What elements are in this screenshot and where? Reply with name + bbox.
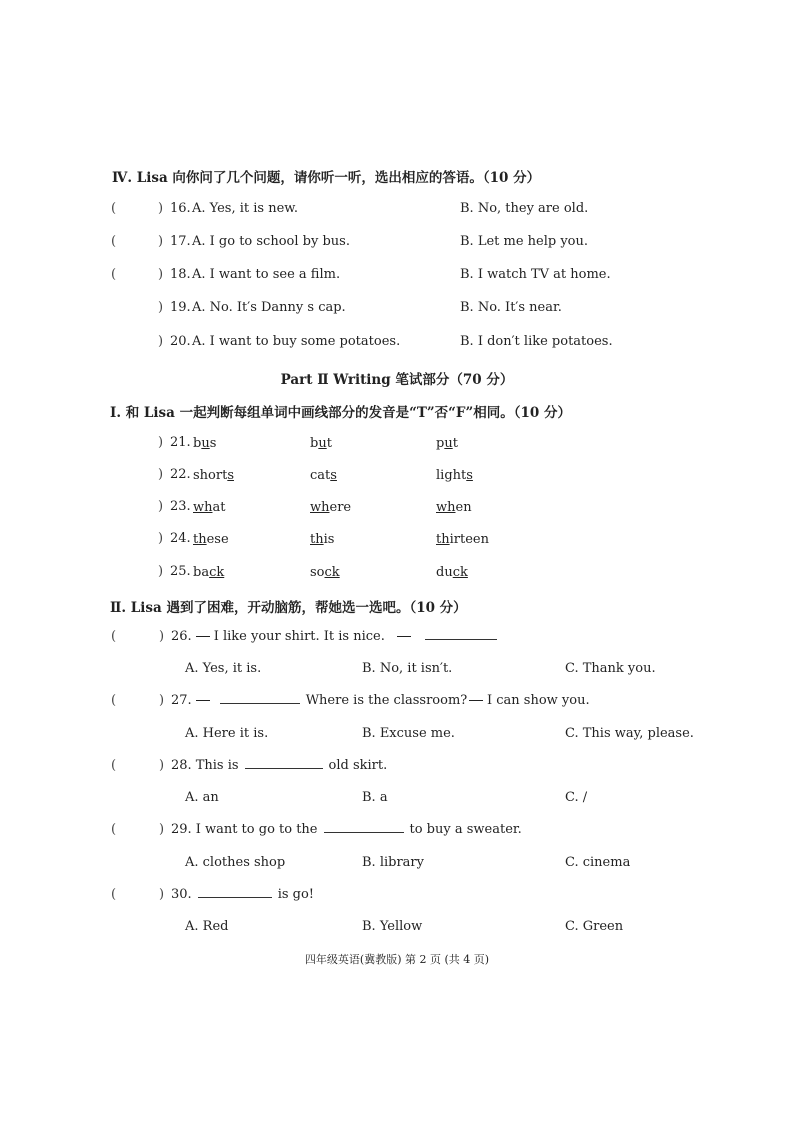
answer-paren-close[interactable]: ) [158, 499, 164, 514]
option-c: C. / [565, 790, 588, 805]
question-number: 24. [170, 531, 191, 546]
option-a: A. Here it is. [185, 726, 269, 741]
underlined-letters: ck [324, 565, 340, 580]
option-a: A. I want to buy some potatoes. [192, 334, 401, 349]
word [193, 565, 224, 580]
option-a: A. Yes, it is new. [192, 201, 298, 216]
word-suffix: en [455, 500, 472, 515]
word [193, 532, 229, 547]
word-prefix: ba [193, 565, 210, 580]
question-number: 20. [170, 334, 191, 349]
question-number: 17. [170, 234, 191, 249]
underlined-letters: wh [193, 500, 213, 515]
option-a: A. I go to school by bus. [192, 234, 350, 249]
question-text: I like your shirt. It is nice. [213, 629, 385, 644]
section-4-title: Ⅳ. Lisa 向你问了几个问题，请你听一听，选出相应的答语。（10 分） [112, 170, 541, 186]
answer-paren-close[interactable]: ) [158, 267, 164, 282]
answer-paren-open: ( [111, 693, 117, 708]
option-b: B. library [362, 855, 424, 870]
word [310, 500, 351, 515]
question-number: 26. [171, 629, 192, 644]
option-a: A. clothes shop [185, 855, 286, 870]
question-number: 22. [170, 467, 191, 482]
word-prefix: p [436, 436, 445, 451]
word-prefix: cat [310, 468, 331, 483]
underlined-letters: th [310, 532, 324, 547]
question-text: This is [195, 758, 239, 773]
question-number: 25. [170, 564, 191, 579]
word [193, 468, 234, 483]
option-b: B. Yellow [362, 919, 423, 934]
part-2-title: Part Ⅱ Writing 笔试部分（70 分） [280, 372, 514, 388]
question-number: 16. [170, 201, 191, 216]
underlined-letters: ck [452, 565, 468, 580]
option-a: A. I want to see a film. [192, 267, 341, 282]
answer-blank[interactable] [220, 693, 300, 704]
word [436, 500, 472, 515]
question-text-2: to buy a sweater. [409, 822, 522, 837]
word-prefix: du [436, 565, 453, 580]
word-suffix: is [323, 532, 335, 547]
question-number: 18. [170, 267, 191, 282]
question-number: 27. [171, 693, 192, 708]
answer-paren-open: ( [111, 887, 117, 902]
answer-paren-close[interactable]: ) [158, 234, 164, 249]
question-line [171, 887, 314, 902]
word-prefix: b [193, 436, 202, 451]
word-suffix: t [326, 436, 332, 451]
answer-blank[interactable] [245, 758, 323, 769]
answer-paren-close[interactable]: ) [159, 822, 165, 837]
answer-blank[interactable] [198, 887, 272, 898]
section-w1-title: Ⅰ. 和 Lisa 一起判断每组单词中画线部分的发音是“T”否“F”相同。（10 分） [110, 405, 572, 421]
answer-paren-close[interactable]: ) [158, 300, 164, 315]
answer-paren-open: ( [111, 822, 117, 837]
question-number: 23. [170, 499, 191, 514]
word [310, 468, 337, 483]
option-b: B. I don′t like potatoes. [460, 334, 613, 349]
underlined-letters: th [193, 532, 207, 547]
question-text: I want to go to the [195, 822, 318, 837]
dialogue-dash [397, 636, 411, 637]
answer-paren-close[interactable]: ) [158, 531, 164, 546]
option-b: B. a [362, 790, 388, 805]
answer-paren-close[interactable]: ) [158, 467, 164, 482]
option-b: B. No, they are old. [460, 201, 589, 216]
answer-blank[interactable] [324, 822, 404, 833]
dialogue-dash [196, 636, 210, 637]
option-a: A. Red [185, 919, 229, 934]
reply-line [397, 629, 497, 644]
underlined-letters: u [444, 436, 453, 451]
underlined-letters: wh [310, 500, 330, 515]
word-suffix: ere [329, 500, 352, 515]
answer-paren-open: ( [111, 234, 117, 249]
answer-paren-close[interactable]: ) [159, 693, 165, 708]
question-number: 21. [170, 435, 191, 450]
word-suffix: ese [206, 532, 229, 547]
word-suffix: at [212, 500, 226, 515]
answer-paren-close[interactable]: ) [158, 334, 164, 349]
option-c: C. cinema [565, 855, 631, 870]
word [193, 500, 225, 515]
option-b: B. Excuse me. [362, 726, 455, 741]
option-b: B. I watch TV at home. [460, 267, 611, 282]
answer-paren-close[interactable]: ) [158, 564, 164, 579]
option-c: C. Green [565, 919, 624, 934]
word [436, 436, 458, 451]
answer-paren-close[interactable]: ) [159, 758, 165, 773]
option-b: B. No, it isn′t. [362, 661, 453, 676]
answer-paren-close[interactable]: ) [159, 887, 165, 902]
question-text-2: is go! [277, 887, 315, 902]
underlined-letters: u [201, 436, 210, 451]
answer-paren-close[interactable]: ) [159, 629, 165, 644]
answer-paren-open: ( [111, 201, 117, 216]
dialogue-dash [469, 700, 483, 701]
answer-paren-close[interactable]: ) [158, 201, 164, 216]
underlined-letters: th [436, 532, 450, 547]
word-suffix: t [452, 436, 458, 451]
word-suffix: s [209, 436, 217, 451]
option-a: A. an [185, 790, 219, 805]
reply-line [469, 693, 590, 708]
option-b: B. Let me help you. [460, 234, 589, 249]
dialogue-dash [196, 700, 210, 701]
underlined-letters: ck [209, 565, 225, 580]
section-w2-title: Ⅱ. Lisa 遇到了困难，开动脑筋，帮她选一选吧。（10 分） [110, 600, 467, 616]
question-text-2: I can show you. [487, 693, 590, 708]
page-footer: 四年级英语(冀教版) 第 2 页 (共 4 页) [304, 953, 490, 966]
word-prefix: so [310, 565, 325, 580]
question-line [171, 693, 467, 708]
answer-paren-open: ( [111, 267, 117, 282]
answer-blank[interactable] [425, 629, 497, 640]
answer-paren-close[interactable]: ) [158, 435, 164, 450]
question-text-2: old skirt. [328, 758, 388, 773]
question-line [171, 629, 385, 644]
word [436, 532, 489, 547]
answer-paren-open: ( [111, 629, 117, 644]
option-a: A. Yes, it is. [185, 661, 262, 676]
option-a: A. No. It′s Danny s cap. [192, 300, 346, 315]
underlined-letters: s [227, 468, 234, 483]
word [310, 436, 332, 451]
option-c: C. This way, please. [565, 726, 694, 741]
word-prefix: short [193, 468, 228, 483]
question-number: 19. [170, 300, 191, 315]
word-suffix: irteen [449, 532, 489, 547]
word-prefix: light [436, 468, 467, 483]
word [193, 436, 216, 451]
underlined-letters: s [330, 468, 337, 483]
word [436, 468, 473, 483]
option-b: B. No. It′s near. [460, 300, 562, 315]
word [310, 565, 340, 580]
question-text: Where is the classroom? [305, 693, 468, 708]
answer-paren-open: ( [111, 758, 117, 773]
underlined-letters: s [466, 468, 473, 483]
question-number: 28. [171, 758, 192, 773]
underlined-letters: u [318, 436, 327, 451]
word [436, 565, 468, 580]
question-line [171, 758, 387, 773]
option-c: C. Thank you. [565, 661, 656, 676]
question-number: 30. [171, 887, 192, 902]
question-number: 29. [171, 822, 192, 837]
word [310, 532, 334, 547]
question-line [171, 822, 522, 837]
word-prefix: b [310, 436, 319, 451]
underlined-letters: wh [436, 500, 456, 515]
